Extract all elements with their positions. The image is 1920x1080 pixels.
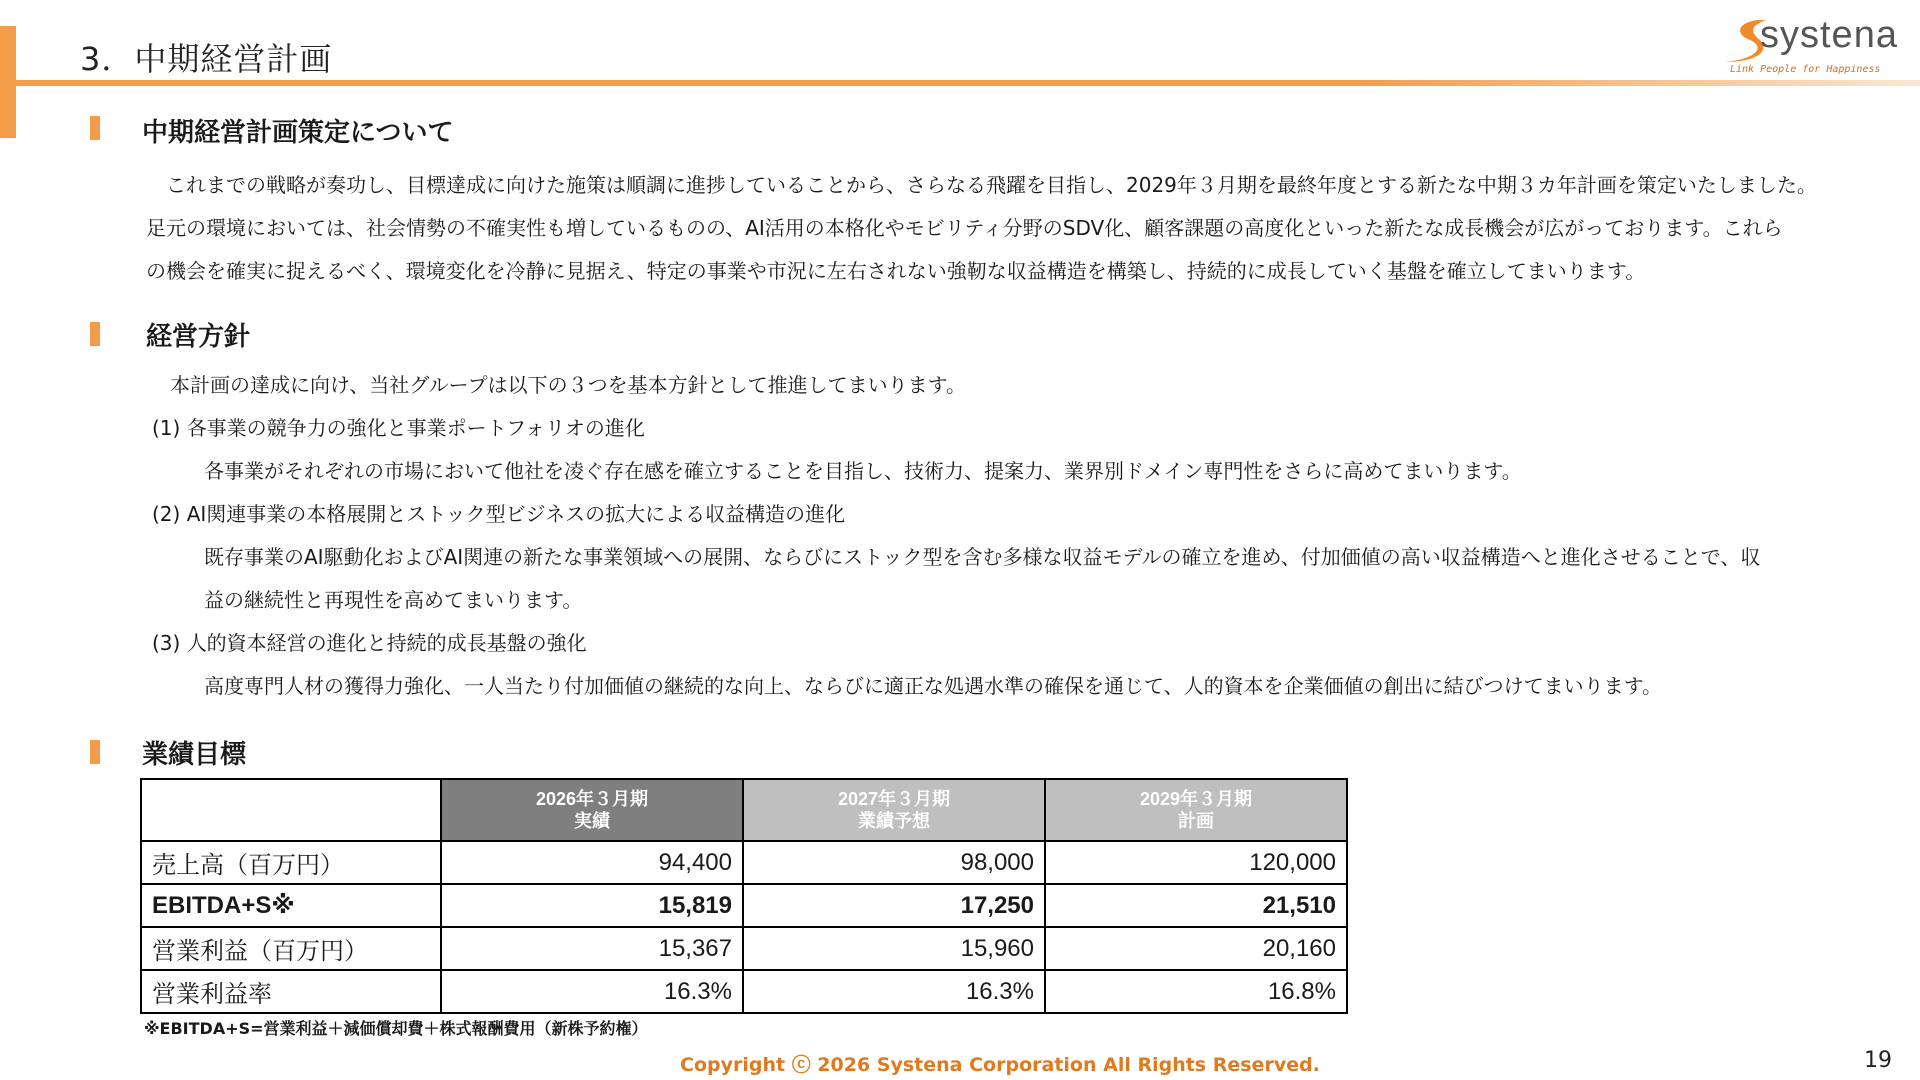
policy-item-detail: 既存事業のAI駆動化およびAI関連の新たな事業領域への展開、ならびにストック型を含む多様な収益モデルの確立を進め、付加価値の高い収益構造へと進化させることで、収 bbox=[204, 545, 1761, 569]
policy-item-title: (2) AI関連事業の本格展開とストック型ビジネスの拡大による収益構造の進化 bbox=[152, 502, 846, 526]
section-plan-body bbox=[146, 164, 1817, 293]
table-cell: 120,000 bbox=[1045, 841, 1347, 884]
page-title: 3．中期経営計画 bbox=[80, 40, 333, 78]
row-label: 売上高（百万円） bbox=[141, 841, 441, 884]
title-divider bbox=[16, 80, 1920, 86]
header-type: 業績予想 bbox=[858, 811, 930, 831]
header-period: 2029年３月期 bbox=[1139, 789, 1253, 809]
table-cell: 16.3% bbox=[441, 970, 743, 1013]
table-cell: 16.3% bbox=[743, 970, 1045, 1013]
row-label: 営業利益率 bbox=[141, 970, 441, 1013]
logo-wordmark: systena bbox=[1760, 14, 1898, 56]
policy-item-detail: 益の継続性と再現性を高めてまいります。 bbox=[204, 588, 583, 612]
section-heading-targets: 業績目標 bbox=[142, 740, 247, 770]
policy-item-detail: 各事業がそれぞれの市場において他社を凌ぐ存在感を確立することを目指し、技術力、提案力、業界別ドメイン専門性をさらに高めてまいります。 bbox=[204, 459, 1522, 483]
paragraph-line: の機会を確実に捉えるべく、環境変化を冷静に見据え、特定の事業や市況に左右されない強靭な収益構造を構築し、持続的に成長していく基盤を確立してまいります。 bbox=[146, 259, 1646, 283]
logo-tagline: Link People for Happiness bbox=[1730, 64, 1881, 75]
table-row bbox=[141, 884, 1347, 927]
policy-item-title: (1) 各事業の競争力の強化と事業ポートフォリオの進化 bbox=[152, 416, 645, 440]
paragraph-line: 足元の環境においては、社会情勢の不確実性も増しているものの、AI活用の本格化やモビリティ分野のSDV化、顧客課題の高度化といった新たな成長機会が広がっております。これら bbox=[146, 216, 1783, 240]
header-period: 2026年３月期 bbox=[535, 789, 649, 809]
performance-targets-table bbox=[140, 778, 1348, 1014]
table-footnote: ※EBITDA+S=営業利益＋減価償却費＋株式報酬費用（新株予約権） bbox=[144, 1019, 648, 1038]
table-cell: 17,250 bbox=[743, 884, 1045, 927]
table-cell: 15,367 bbox=[441, 927, 743, 970]
table-header-row bbox=[141, 779, 1347, 841]
table-cell: 20,160 bbox=[1045, 927, 1347, 970]
table-header-col3 bbox=[1045, 779, 1347, 841]
paragraph-line: これまでの戦略が奏功し、目標達成に向けた施策は順調に進捗していることから、さらなる飛躍を目指し、2029年３月期を最終年度とする新たな中期３カ年計画を策定いたしました。 bbox=[146, 173, 1817, 197]
section-heading-plan: 中期経営計画策定について bbox=[142, 118, 454, 148]
table-cell: 98,000 bbox=[743, 841, 1045, 884]
table-row bbox=[141, 927, 1347, 970]
table-cell: 15,819 bbox=[441, 884, 743, 927]
section-heading-policy: 経営方針 bbox=[146, 322, 251, 352]
policy-item-detail: 高度専門人材の獲得力強化、一人当たり付加価値の継続的な向上、ならびに適正な処遇水準の確保を通じて、人的資本を企業価値の創出に結びつけてまいります。 bbox=[204, 674, 1662, 698]
page-number: 19 bbox=[1864, 1048, 1892, 1073]
policy-item-title: (3) 人的資本経営の進化と持続的成長基盤の強化 bbox=[152, 631, 587, 655]
header-period: 2027年３月期 bbox=[837, 789, 951, 809]
row-label: 営業利益（百万円） bbox=[141, 927, 441, 970]
policy-list bbox=[152, 407, 1760, 708]
table-cell: 16.8% bbox=[1045, 970, 1347, 1013]
section-marker bbox=[90, 322, 100, 346]
table-header-col2 bbox=[743, 779, 1045, 841]
header-type: 計画 bbox=[1178, 811, 1214, 831]
table-cell: 15,960 bbox=[743, 927, 1045, 970]
table-header-col1 bbox=[441, 779, 743, 841]
table-cell: 94,400 bbox=[441, 841, 743, 884]
row-label: EBITDA+S※ bbox=[141, 884, 441, 927]
section-marker bbox=[90, 740, 100, 764]
systena-logo bbox=[1720, 8, 1900, 78]
table-header-blank bbox=[141, 779, 441, 841]
section-marker bbox=[90, 116, 100, 140]
table-row bbox=[141, 841, 1347, 884]
table-row bbox=[141, 970, 1347, 1013]
left-accent-bar bbox=[0, 26, 16, 138]
header-type: 実績 bbox=[574, 811, 610, 831]
copyright-notice: Copyright ⓒ 2026 Systena Corporation All Rights Reserved. bbox=[680, 1054, 1320, 1076]
table-cell: 21,510 bbox=[1045, 884, 1347, 927]
policy-intro: 本計画の達成に向け、当社グループは以下の３つを基本方針として推進してまいります。 bbox=[150, 373, 966, 397]
